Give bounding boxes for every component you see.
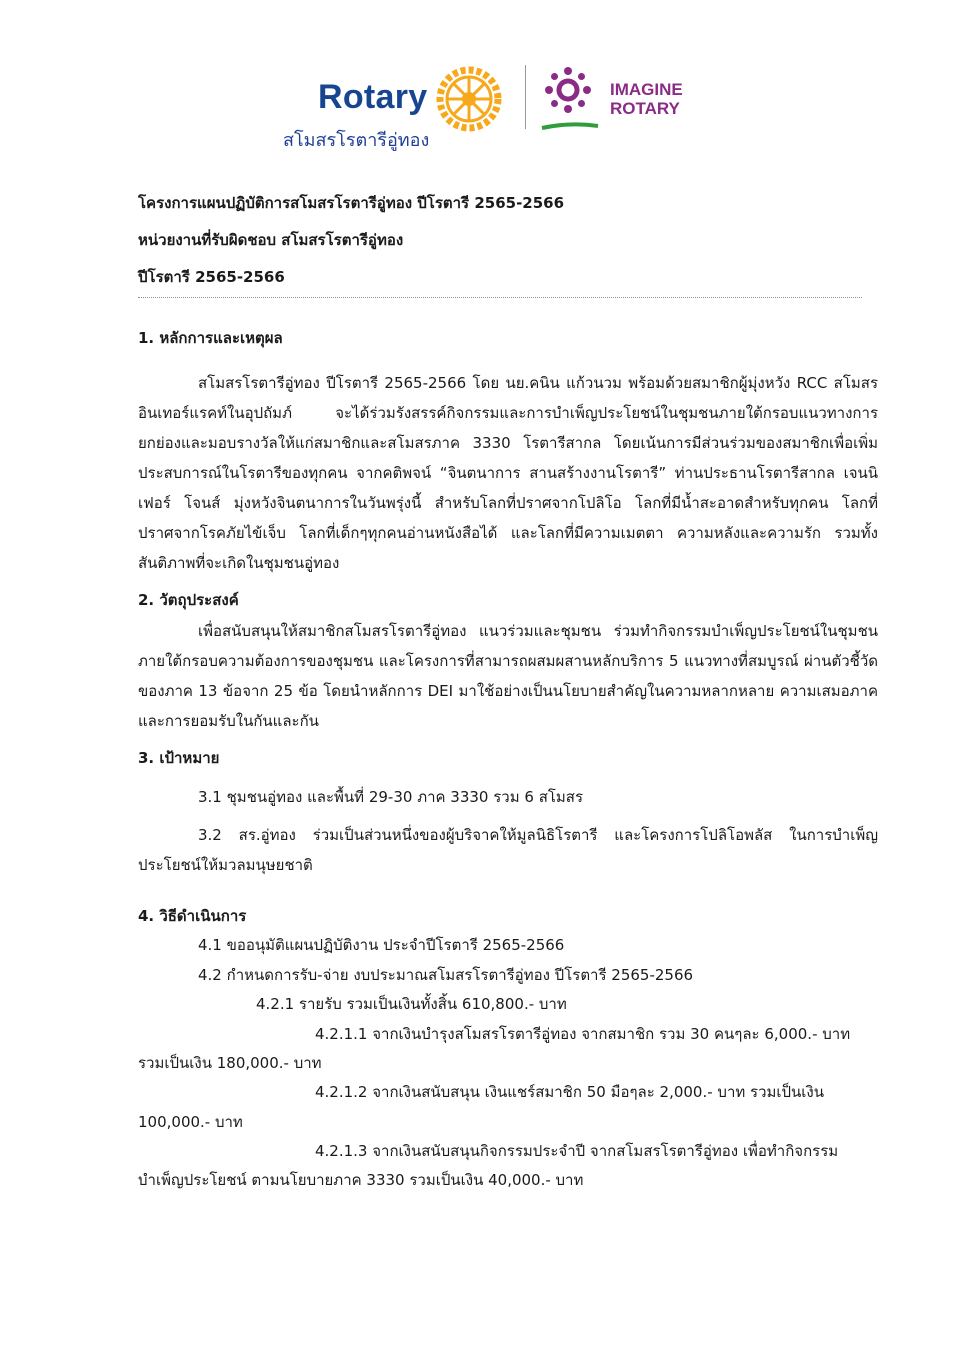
section-4-item-4-1: 4.1 ขออนุมัติแผนปฏิบัติงาน ประจำปีโรตารี 2565-2566 <box>198 936 565 954</box>
section-1-heading: 1. หลักการและเหตุผล <box>138 329 283 347</box>
rotary-wheel-icon <box>436 66 502 132</box>
title-line-1: โครงการแผนปฏิบัติการสโมสรโรตารีอู่ทอง ปีโรตารี 2565-2566 <box>138 194 565 212</box>
section-4-item-4-2-1-1-line-1: 4.2.1.1 จากเงินบำรุงสโมสรโรตารีอู่ทอง จากสมาชิก รวม 30 คนๆละ 6,000.- บาท <box>315 1025 851 1043</box>
imagine-rotary-text <box>610 80 683 118</box>
section-4-item-4-2-1-1-line-2: รวมเป็นเงิน 180,000.- บาท <box>138 1054 322 1072</box>
logo-divider <box>525 65 526 129</box>
section-3-item-2: 3.2 สร.อู่ทอง ร่วมเป็นส่วนหนึ่งของผู้บริจาคให้มูลนิธิโรตารี และโครงการโปลิโอพลัส ในการบำเพ็ญประโยชน์ให้มวลมนุษยชาติ <box>138 826 878 874</box>
section-4-item-4-2-1: 4.2.1 รายรับ รวมเป็นเงินทั้งสิ้น 610,800.- บาท <box>256 995 567 1013</box>
title-line-3: ปีโรตารี 2565-2566 <box>138 268 285 286</box>
imagine-line-2: ROTARY <box>610 99 680 118</box>
section-1-body: สโมสรโรตารีอู่ทอง ปีโรตารี 2565-2566 โดย นย.คนิน แก้วนวม พร้อมด้วยสมาชิกผู้มุ่งหวัง RCC สโมสรอินเทอร์แรคท์ในอุปถัมภ์ จะได้ร่วมรังสรรค์กิจกรรมและการบำเพ็ญประโยชน์ในชุมชนภายใต้กรอบแนวทางการยกย่องและมอบรางวัลให้แก่สมาชิกและสโมสรภาค 3330 โรตารีสากล โดยเน้นการมีส่วนร่วมของสมาชิกเพื่อเพิ่มประสบการณ์ในโรตารีของทุกคน จากคติพจน์ “จินตนาการ สานสร้างงานโรตารี” ท่านประธานโรตารีสากล เจนนิเฟอร์ โจนส์ มุ่งหวังจินตนาการในวันพรุ่งนี้ สำหรับโลกที่ปราศจากโปลิโอ โลกที่มีน้ำสะอาดสำหรับทุกคน โลกที่ปราศจากโรคภัยไข้เจ็บ โลกที่เด็กๆทุกคนอ่านหนังสือได้ และโลกที่มีความเมตตา ความหลังและความรัก รวมทั้งสันติภาพที่จะเกิดในชุมชนอู่ทอง <box>138 374 878 572</box>
section-4-heading: 4. วิธีดำเนินการ <box>138 907 247 925</box>
section-3-item-1: 3.1 ชุมชนอู่ทอง และพื้นที่ 29-30 ภาค 3330 รวม 6 สโมสร <box>198 788 584 806</box>
section-4-item-4-2-1-2-line-2: 100,000.- บาท <box>138 1113 243 1131</box>
imagine-line-1: IMAGINE <box>610 80 683 99</box>
section-4-item-4-2: 4.2 กำหนดการรับ-จ่าย งบประมาณสโมสรโรตารีอู่ทอง ปีโรตารี 2565-2566 <box>198 966 694 984</box>
section-4-item-4-2-1-3-line-2: บำเพ็ญประโยชน์ ตามนโยบายภาค 3330 รวมเป็นเงิน 40,000.- บาท <box>138 1171 584 1189</box>
club-name-thai: สโมสรโรตารีอู่ทอง <box>283 130 430 151</box>
rotary-wordmark: Rotary <box>318 78 428 116</box>
dotted-divider <box>138 297 862 298</box>
title-line-2: หน่วยงานที่รับผิดชอบ สโมสรโรตารีอู่ทอง <box>138 231 404 249</box>
section-3-heading: 3. เป้าหมาย <box>138 749 220 767</box>
imagine-rotary-burst-icon <box>540 66 600 132</box>
title-block <box>138 190 564 301</box>
section-2-heading: 2. วัตถุประสงค์ <box>138 591 239 609</box>
section-2-body: เพื่อสนับสนุนให้สมาชิกสโมสรโรตารีอู่ทอง แนวร่วมและชุมชน ร่วมทำกิจกรรมบำเพ็ญประโยชน์ในชุมชน ภายใต้กรอบความต้องการของชุมชน และโครงการที่สามารถผสมผสานหลักบริการ 5 แนวทางที่สมบูรณ์ ผ่านตัวชี้วัดของภาค 13 ข้อจาก 25 ข้อ โดยนำหลักการ DEI มาใช้อย่างเป็นนโยบายสำคัญในความหลากหลาย ความเสมอภาคและการยอมรับในกันและกัน <box>138 622 878 730</box>
section-4-item-4-2-1-3-line-1: 4.2.1.3 จากเงินสนับสนุนกิจกรรมประจำปี จากสโมสรโรตารีอู่ทอง เพื่อทำกิจกรรม <box>315 1142 839 1160</box>
section-4-item-4-2-1-2-line-1: 4.2.1.2 จากเงินสนับสนุน เงินแชร์สมาชิก 50 มือๆละ 2,000.- บาท รวมเป็นเงิน <box>315 1083 825 1101</box>
